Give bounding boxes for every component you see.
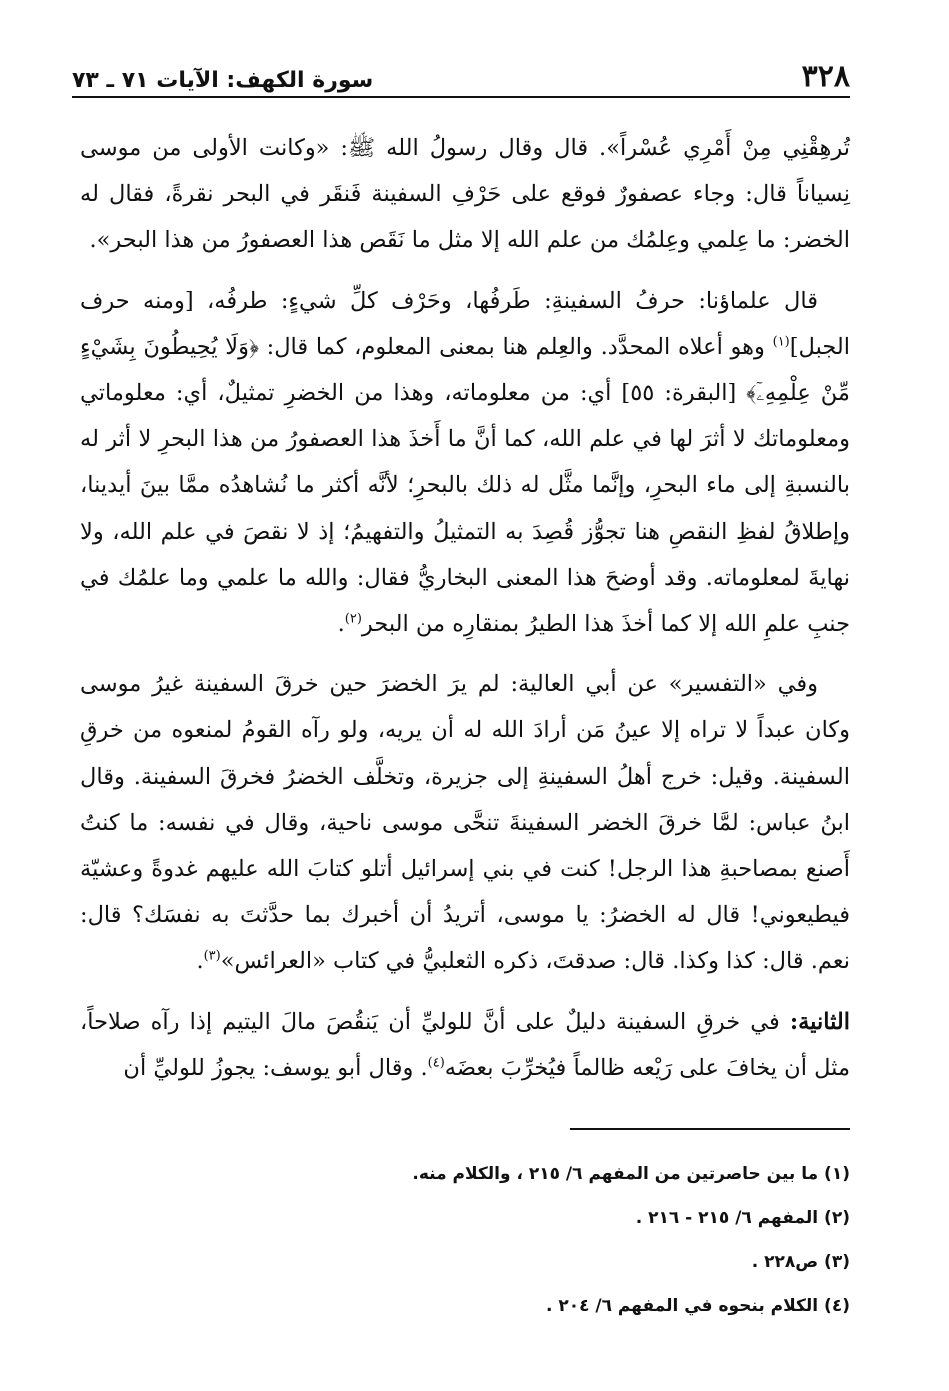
running-title: سورة الكهف: الآيات ٧١ ـ ٧٣ (72, 68, 374, 93)
paragraph-3: وفي «التفسير» عن أبي العالية: لم يرَ الخضرَ حين خرقَ السفينة غيرُ موسى وكان عبداً لا تراه إلا عينُ مَن أرادَ الله له أن يريه، ولو رآه القومُ لمنعوه من خرقِ السفينة. وقيل: خرج أهلُ السفينةِ إلى جزيرة، وتخلَّف الخضرُ فخرقَ السفينة. وقال ابنُ عباس: لمَّا خرقَ الخضر السفينةَ تنحَّى موسى ناحية، وقال في نفسه: ما كنتُ أَصنع بمصاحبةِ هذا الرجل! كنت في بني إسرائيل أتلو كتابَ الله عليهم غدوةً وعشيّة فيطيعوني! قال له الخضرُ: يا موسى، أتريدُ أن أخبرك بما حدَّثتَ به نفسَك؟ قال: نعم. قال: كذا وكذا. قال: صدقتَ، ذكره الثعلبيُّ في كتاب «العرائس»$^{(٣)}$. (80, 671, 850, 975)
footnote-ref-2: (٢) (344, 611, 362, 627)
section-lead: الثانية: (789, 1008, 850, 1035)
footnote-ref-4: (٤) (427, 1055, 445, 1071)
footnote-4: (٤) الكلام بنحوه في المفهم ٦/ ٢٠٤ . (545, 1296, 850, 1316)
footnote-divider (570, 1128, 850, 1130)
footnotes (170, 1152, 850, 1328)
paragraph-4: الثانية: في خرقِ السفينة دليلٌ على أنَّ للوليِّ أن يَنقُصَ مالَ اليتيم إذا رآه صلاحاً، مثل أن يخافَ على رَيْعه ظالماً فيُخرِّبَ بعضَه$^{(٤)}$. وقال أبو يوسف: يجوزُ للوليِّ أن (80, 1008, 850, 1081)
footnote-1: (١) ما بين حاصرتين من المفهم ٦/ ٢١٥ ، والكلام منه. (412, 1164, 850, 1184)
page-number: ٣٢٨ (801, 59, 850, 94)
footnote-2: (٢) المفهم ٦/ ٢١٥ - ٢١٦ . (635, 1208, 850, 1228)
paragraph-1: تُرهِقْنِي مِنْ أَمْرِي عُسْراً». قال وقال رسولُ الله ﷺ: «وكانت الأولى من موسى نِسياناً قال: وجاء عصفورٌ فوقع على حَرْفِ السفينة فَنقَر في البحر نقرةً، فقال له الخضر: ما عِلمي وعِلمُك من علم الله إلا مثل ما نَقَص هذا العصفورُ من هذا البحر». (80, 135, 850, 254)
page-header (72, 58, 850, 98)
footnote-ref-3: (٣) (203, 948, 221, 964)
footnote-3: (٣) ص٢٢٨ . (751, 1252, 850, 1272)
main-text (80, 125, 850, 1105)
paragraph-2: قال علماؤنا: حرفُ السفينةِ: طَرفُها، وحَرْف كلِّ شيءٍ: طرفُه، [ومنه حرف الجبل]$^{(١)}$ وهو أعلاه المحدَّد. والعِلم هنا بمعنى المعلوم، كما قال: ﴿وَلَا يُحِيطُونَ بِشَيْءٍ مِّنْ عِلْمِهِۦٓ﴾ [البقرة: ٥٥] أي: من معلوماته، وهذا من الخضرِ تمثيلٌ، أي: معلوماتي ومعلوماتك لا أثرَ لها في علم الله، كما أنَّ ما أَخذَ هذا العصفورُ من هذا البحرِ لا أثر له بالنسبةِ إلى ماء البحرِ، وإنَّما مثَّل له ذلك بالبحرِ؛ لأنَّه أكثر ما نُشاهدُه ممَّا بينَ أيدينا، وإطلاقُ لفظِ النقصِ هنا تجوُّز قُصِدَ به التمثيلُ والتفهيمُ؛ إذ لا نقصَ في علم الله، ولا نهايةَ لمعلوماته. وقد أوضحَ هذا المعنى البخاريُّ فقال: والله ما علمي وما علمُك في جنبِ علمِ الله إلا كما أخذَ هذا الطيرُ بمنقارِه من البحر$^{(٢)}$. (80, 287, 850, 638)
footnote-ref-1: (١) (772, 334, 790, 350)
